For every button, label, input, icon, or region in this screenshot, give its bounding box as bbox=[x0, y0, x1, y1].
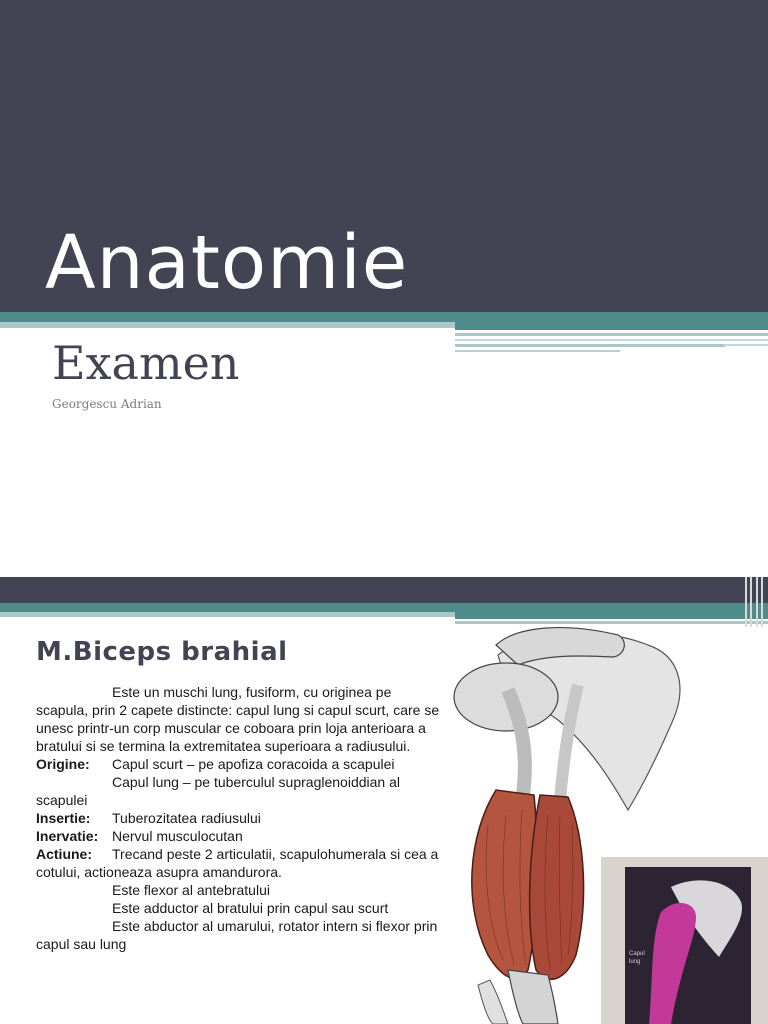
actiune-line-4: Este abductor al umarului, rotator intern si flexor prin capul sau lung bbox=[36, 918, 438, 952]
actiune-line-3: Este adductor al bratului prin capul sau scurt bbox=[112, 900, 389, 916]
header-band bbox=[0, 577, 768, 603]
accent-line bbox=[745, 577, 747, 627]
teal-stripe-right bbox=[455, 322, 768, 330]
model-photo-graphic bbox=[601, 857, 768, 1024]
insertie-label: Insertie: bbox=[36, 810, 91, 826]
accent-line bbox=[761, 577, 763, 627]
teal-stripe bbox=[0, 312, 768, 322]
light-stripe bbox=[0, 612, 455, 617]
long-head-muscle bbox=[472, 790, 538, 978]
content-slide bbox=[0, 577, 768, 1024]
inervatie-value: Nervul musculocutan bbox=[112, 828, 243, 844]
intro-text: Este un muschi lung, fusiform, cu originea pe scapula, prin 2 capete distincte: capul lung si capul scurt, care se unesc printr-un corp muscular ce coboara prin loja anterioara a bratului si se termina la extremitatea superioara a radiusului. bbox=[36, 684, 440, 754]
slide-title: Anatomie bbox=[45, 220, 409, 306]
insertie-row bbox=[36, 809, 446, 827]
origine-row bbox=[36, 755, 446, 773]
accent-line bbox=[455, 350, 620, 352]
short-head-muscle bbox=[530, 795, 584, 979]
slide-subtitle: Examen bbox=[52, 336, 240, 390]
author-name: Georgescu Adrian bbox=[52, 397, 162, 411]
intro-paragraph bbox=[36, 683, 446, 755]
accent-line bbox=[455, 621, 768, 624]
accent-line bbox=[455, 344, 725, 347]
muscle-description bbox=[36, 683, 446, 953]
actiune-line-4-paragraph bbox=[36, 917, 446, 953]
origine-value-1: Capul scurt – pe apofiza coracoida a scapulei bbox=[112, 756, 395, 772]
accent-line bbox=[724, 344, 768, 346]
photo-label-1: Capul bbox=[629, 951, 645, 957]
forearm-bone bbox=[478, 980, 508, 1024]
origine-value-2-paragraph bbox=[36, 773, 446, 809]
inervatie-row bbox=[36, 827, 446, 845]
actiune-label: Actiune: bbox=[36, 846, 92, 862]
actiune-value-1: Trecand peste 2 articulatii, scapulohumerala si cea a cotului, actioneaza asupra amandurora. bbox=[36, 846, 439, 880]
teal-stripe-right bbox=[455, 612, 768, 619]
origine-value-2: Capul lung – pe tuberculul supraglenoiddian al scapulei bbox=[36, 774, 400, 808]
origine-label: Origine: bbox=[36, 756, 90, 772]
accent-line bbox=[455, 333, 768, 336]
light-stripe bbox=[0, 322, 455, 328]
photo-label-2: lung bbox=[629, 959, 641, 965]
teal-stripe bbox=[0, 603, 768, 612]
model-photo bbox=[601, 857, 768, 1024]
actiune-paragraph bbox=[36, 845, 446, 881]
actiune-line-2: Este flexor al antebratului bbox=[112, 882, 270, 898]
insertie-value: Tuberozitatea radiusului bbox=[112, 810, 261, 826]
inervatie-label: Inervatie: bbox=[36, 828, 99, 844]
accent-line bbox=[455, 339, 768, 341]
accent-line bbox=[750, 577, 752, 627]
slide-heading: M.Biceps brahial bbox=[36, 637, 288, 667]
accent-line bbox=[756, 577, 758, 627]
